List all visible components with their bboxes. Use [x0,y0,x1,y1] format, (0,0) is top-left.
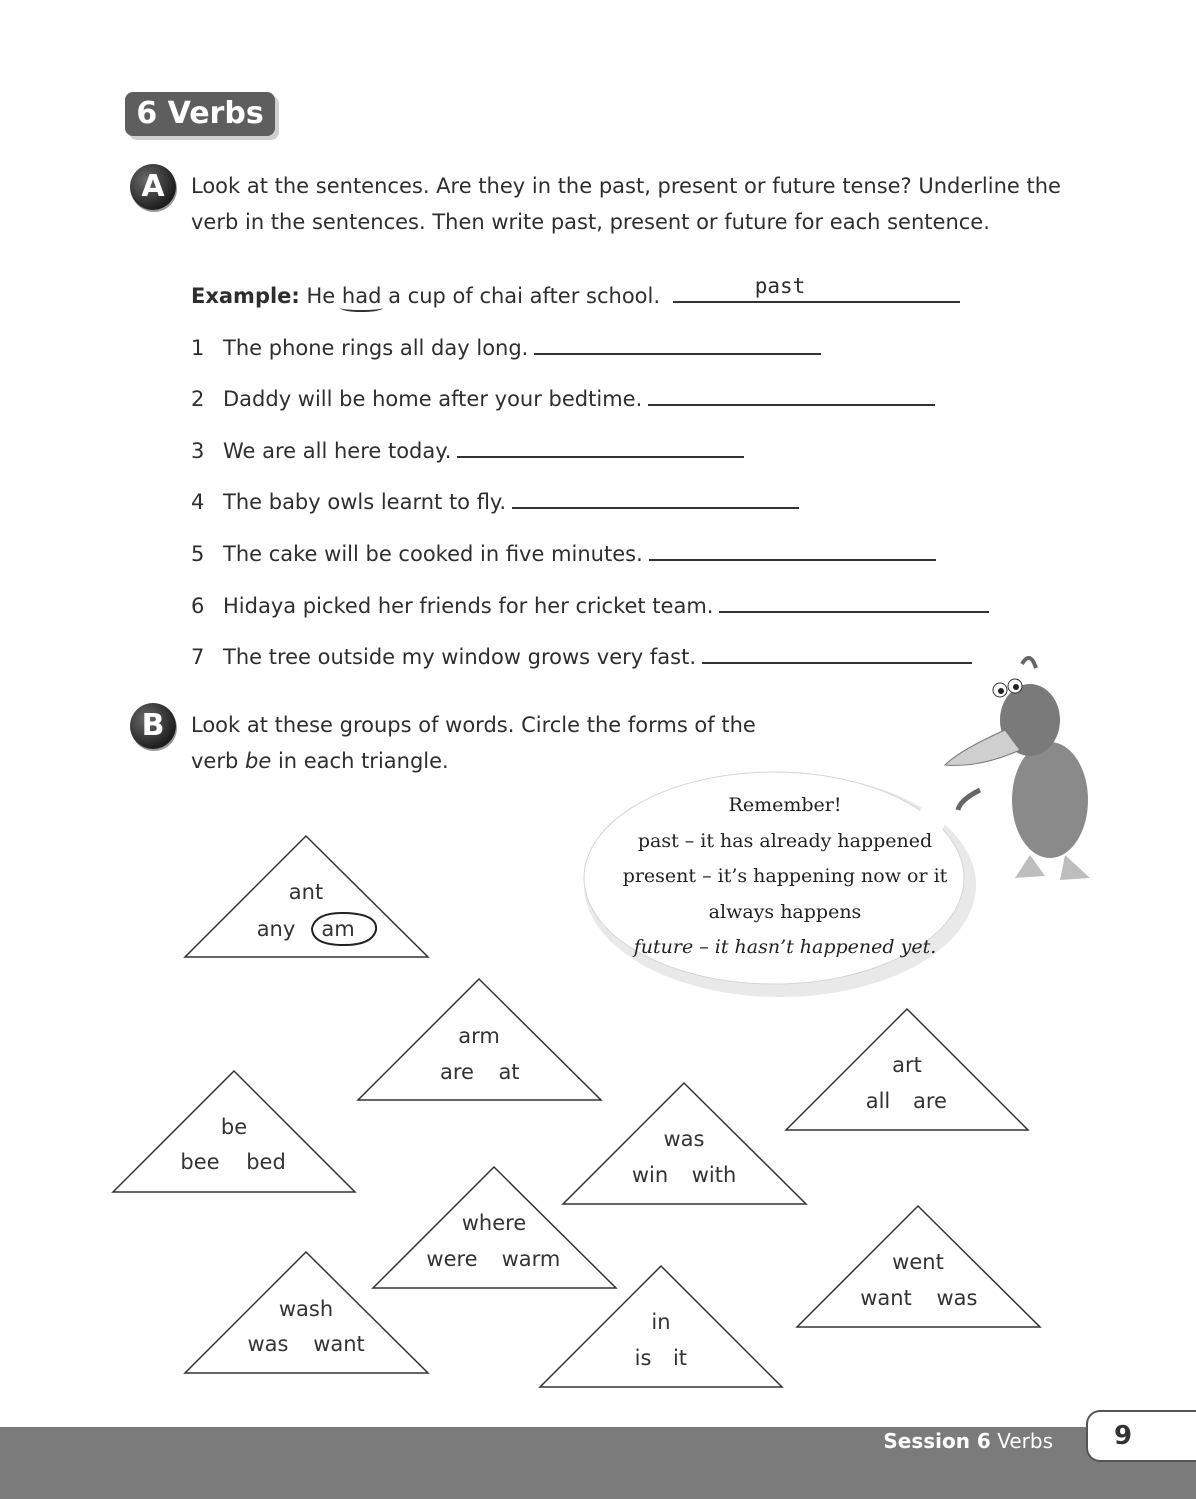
remember-title: Remember! [728,794,842,816]
word-triangle [786,1009,1028,1130]
triangle-word[interactable]: want [860,1286,912,1310]
sentence-text: The tree outside my window grows very fast. [223,645,696,669]
triangle-word[interactable]: with [691,1163,737,1187]
triangle-word[interactable]: be [220,1115,248,1139]
section-a-badge: A [130,164,176,210]
triangle-word[interactable]: any [256,917,296,941]
remember-present: present – it’s happening now or it [622,865,948,887]
instruction-text: Look at these groups of words. Circle the forms of the verb [191,713,756,773]
sentence-text: We are all here today. [223,439,452,463]
example-label: Example: [191,284,300,308]
triangle-word[interactable]: warm [501,1247,561,1271]
triangle-word[interactable]: was [247,1332,289,1356]
triangle-word[interactable]: bee [180,1150,220,1174]
sentence-text: Hidaya picked her friends for her cricket team. [223,594,714,618]
word-triangle [563,1083,806,1204]
remember-past: past – it has already happened [637,829,933,852]
triangle-word[interactable]: all [865,1089,891,1113]
word-triangle [797,1206,1040,1327]
example-answer: past [754,274,806,298]
triangle-word[interactable]: are [440,1060,474,1084]
example-post: a cup of chai after school. [388,284,661,308]
sentence-text: Daddy will be home after your bedtime. [223,387,643,411]
word-triangle [185,836,428,957]
triangle-word[interactable]: in [651,1310,671,1334]
word-triangle [113,1071,355,1192]
triangle-word[interactable]: it [672,1346,688,1370]
section-a-instruction: Look at the sentences. Are they in the past, present or future tense? Underline the verb in the sentences. Then write past, present or future for each sentence. [191,174,1061,234]
sentence-text: The phone rings all day long. [223,336,529,360]
triangle-word[interactable]: ant [288,880,324,904]
sentence-text: The cake will be cooked in five minutes. [223,542,643,566]
triangle-word[interactable]: arm [458,1024,500,1048]
section-b-badge: B [130,703,176,749]
triangle-word[interactable]: were [426,1247,478,1271]
page-title: 6 Verbs [125,92,275,136]
item-number: 2 [191,387,205,411]
instruction-emphasis: be [245,749,272,773]
triangle-word[interactable]: is [634,1346,652,1370]
item-number: 5 [191,542,205,566]
triangle-word[interactable]: wash [278,1297,334,1321]
triangle-word[interactable]: want [313,1332,365,1356]
triangle-word[interactable]: where [461,1211,527,1235]
remember-future: future – it hasn’t happened yet. [633,936,937,958]
triangle-word[interactable]: at [498,1060,520,1084]
item-number: 1 [191,336,205,360]
triangle-word[interactable]: bed [246,1150,286,1174]
footer-topic: Verbs [997,1429,1053,1453]
footer-session-label: Session 6 [883,1429,991,1453]
item-number: 3 [191,439,205,463]
item-number: 6 [191,594,205,618]
triangle-word[interactable]: am [321,917,355,941]
footer-session [883,1428,1053,1454]
example-pre: He [306,284,336,308]
page-number: 9 [1086,1410,1196,1462]
word-triangle [540,1266,782,1387]
triangle-word[interactable]: art [892,1053,922,1077]
instruction-text-end: in each triangle. [277,749,449,773]
triangle-word[interactable]: was [936,1286,978,1310]
triangle-word[interactable]: was [663,1127,705,1151]
item-number: 4 [191,490,205,514]
triangle-word[interactable]: are [913,1089,947,1113]
triangle-word[interactable]: win [631,1163,669,1187]
remember-present-cont: always happens [708,900,862,923]
sentence-text: The baby owls learnt to fly. [223,490,507,514]
example-verb: had [341,284,382,308]
triangle-word[interactable]: went [892,1250,944,1274]
word-triangle [358,979,601,1100]
word-triangle [373,1167,616,1288]
item-number: 7 [191,645,205,669]
